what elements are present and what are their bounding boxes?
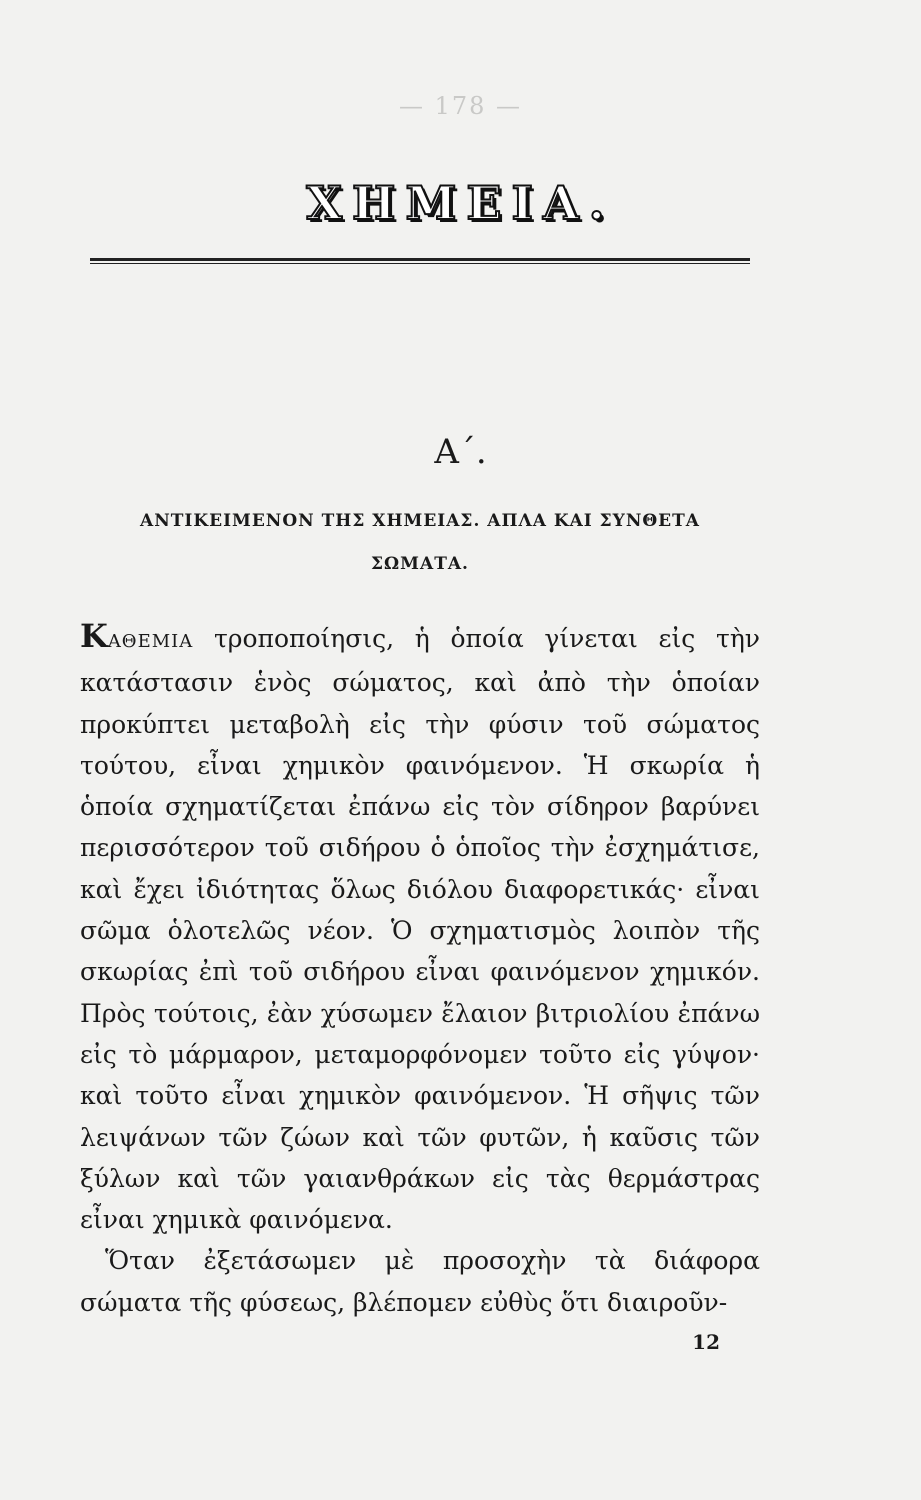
drop-cap: Κ	[80, 617, 108, 655]
paragraph-2	[80, 1240, 760, 1323]
page-number: 12	[692, 1330, 720, 1354]
body-text	[80, 616, 760, 1323]
paragraph-2-text: Ὅταν ἐξετάσωμεν μὲ προσοχὴν τὰ διάφορα σώματα τῆς φύσεως, βλέπομεν εὐθὺς ὅτι διαιροῦν-	[80, 1246, 760, 1317]
title-divider	[90, 258, 750, 264]
page-title: ΧΗΜΕΙΑ.	[306, 176, 615, 230]
paragraph-1	[80, 616, 760, 1240]
title-block	[0, 176, 921, 230]
smallcaps-word: ΑΘΕΜΙΑ	[107, 631, 194, 652]
running-head: — 178 —	[398, 92, 523, 120]
chapter-label: Α΄.	[434, 432, 487, 472]
paragraph-1-text: τροποποίησις, ἡ ὁποία γίνεται εἰς τὴν κατάστασιν ἑνὸς σώματος, καὶ ἀπὸ τὴν ὁποίαν προκύπτει μεταβολὴ εἰς τὴν φύσιν τοῦ σώματος τούτου, εἶναι χημικὸν φαινόμενον. Ἡ σκωρία ἡ ὁποία σχηματίζεται ἐπάνω εἰς τὸν σίδηρον βαρύνει περισσότερον τοῦ σιδήρου ὁ ὁποῖος τὴν ἐσχημάτισε, καὶ ἔχει ἰδιότητας ὅλως διόλου διαφορετικάς· εἶναι σῶμα ὁλοτελῶς νέον. Ὁ σχηματισμὸς λοιπὸν τῆς σκωρίας ἐπὶ τοῦ σιδήρου εἶναι φαινόμενον χημικόν. Πρὸς τούτοις, ἐὰν χύσωμεν ἔλαιον βιτριολίου ἐπάνω εἰς τὸ μάρμαρον, μεταμορφόνομεν τοῦτο εἰς γύψον· καὶ τοῦτο εἶναι χημικὸν φαινόμενον. Ἡ σῆψις τῶν λειψάνων τῶν ζώων καὶ τῶν φυτῶν, ἡ καῦσις τῶν ξύλων καὶ τῶν γαιανθράκων εἰς τὰς θερμάστρας εἶναι χημικὰ φαινόμενα.	[80, 624, 760, 1235]
section-heading: ΑΝΤΙΚΕΙΜΕΝΟΝ ΤΗΣ ΧΗΜΕΙΑΣ. ΑΠΛΑ ΚΑΙ ΣΥΝΘΕΤΑ ΣΩΜΑΤΑ.	[140, 511, 700, 574]
